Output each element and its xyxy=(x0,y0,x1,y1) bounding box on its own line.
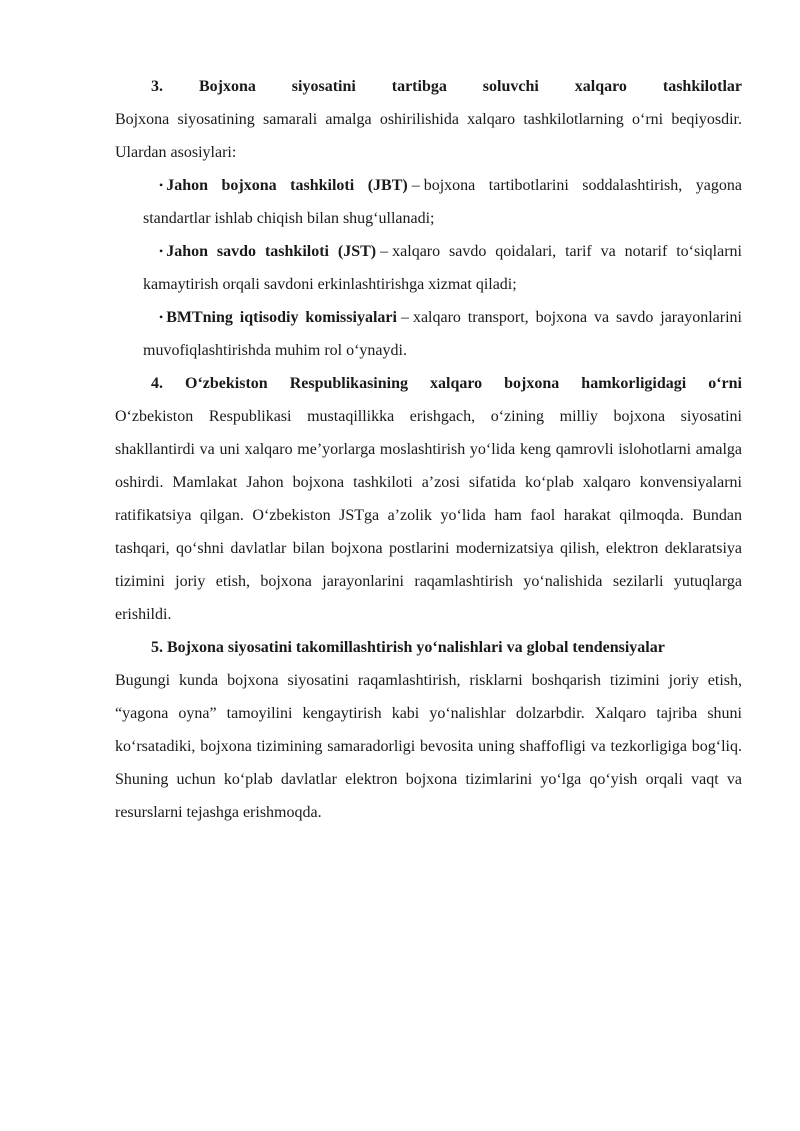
list-item-term: Jahon bojxona tashkiloti (JBT) xyxy=(166,177,408,194)
section-4-body: O‘zbekiston Respublikasi mustaqillikka erishgach, o‘zining milliy bojxona siyosatini shakllantirdi va uni xalqaro me’yorlarga moslashtirish yo‘lida keng qamrovli islohotlarni amalga oshirdi. Mamlakat Jahon bojxona tashkiloti a’zosi sifatida ko‘plab xalqaro konvensiyalarni ratifikatsiya qilgan. O‘zbekiston JSTga a’zolik yo‘lida ham faol harakat qilmoqda. Bundan tashqari, qo‘shni davlatlar bilan bojxona postlarini modernizatsiya qilish, elektron deklaratsiya tizimini joriy etish, bojxona jarayonlarini raqamlashtirish yo‘nalishida sezilarli yutuqlarga erishildi. xyxy=(115,408,742,623)
list-item-text: bojxona tartibotlarini soddalashtirish, yagona standartlar ishlab chiqish bilan shug‘ullanadi; xyxy=(143,177,743,227)
section-5-body: Bugungi kunda bojxona siyosatini raqamlashtirish, risklarni boshqarish tizimini joriy etish, “yagona oyna” tamoyilini kengaytirish kabi yo‘nalishlar dolzarbdir. Xalqaro tajriba shuni ko‘rsatadiki, bojxona tizimining samaradorligi bevosita uning shaffofligi va tezkorligiga bog‘liq. Shuning uchun ko‘plab davlatlar elektron bojxona tizimlarini yo‘lga qo‘yish orqali vaqt va resurslarni tejashga erishmoqda. xyxy=(115,672,742,821)
bullet-icon: • xyxy=(159,178,164,192)
document-body xyxy=(115,70,742,829)
list-item-term: BMTning iqtisodiy komissiyalari xyxy=(166,309,397,326)
section-3-intro: Bojxona siyosatining samarali amalga oshirilishida xalqaro tashkilotlarning o‘rni beqiyosdir. Ulardan asosiylari: xyxy=(115,111,742,161)
list-item-dash: – xyxy=(400,309,409,326)
bullet-icon: • xyxy=(159,310,164,324)
list-item-jbt xyxy=(115,169,742,235)
bullet-icon: • xyxy=(159,244,164,258)
section-3-heading: 3. Bojxona siyosatini tartibga soluvchi xalqaro tashkilotlar xyxy=(151,78,742,95)
section-4-heading: 4. O‘zbekiston Respublikasining xalqaro bojxona hamkorligidagi o‘rni xyxy=(151,375,742,392)
list-item-jst xyxy=(115,235,742,301)
list-item-bmt xyxy=(115,301,742,367)
list-item-dash: – xyxy=(411,177,420,194)
list-item-dash: – xyxy=(380,243,389,260)
section-5-heading: 5. Bojxona siyosatini takomillashtirish yo‘nalishlari va global tendensiyalar xyxy=(151,639,665,656)
list-item-term: Jahon savdo tashkiloti (JST) xyxy=(166,243,377,260)
list-item-text: xalqaro transport, bojxona va savdo jarayonlarini muvofiqlashtirishda muhim rol o‘ynaydi. xyxy=(143,309,742,359)
list-item-text: xalqaro savdo qoidalari, tarif va notarif to‘siqlarni kamaytirish orqali savdoni erkinlashtirishga xizmat qiladi; xyxy=(143,243,742,293)
